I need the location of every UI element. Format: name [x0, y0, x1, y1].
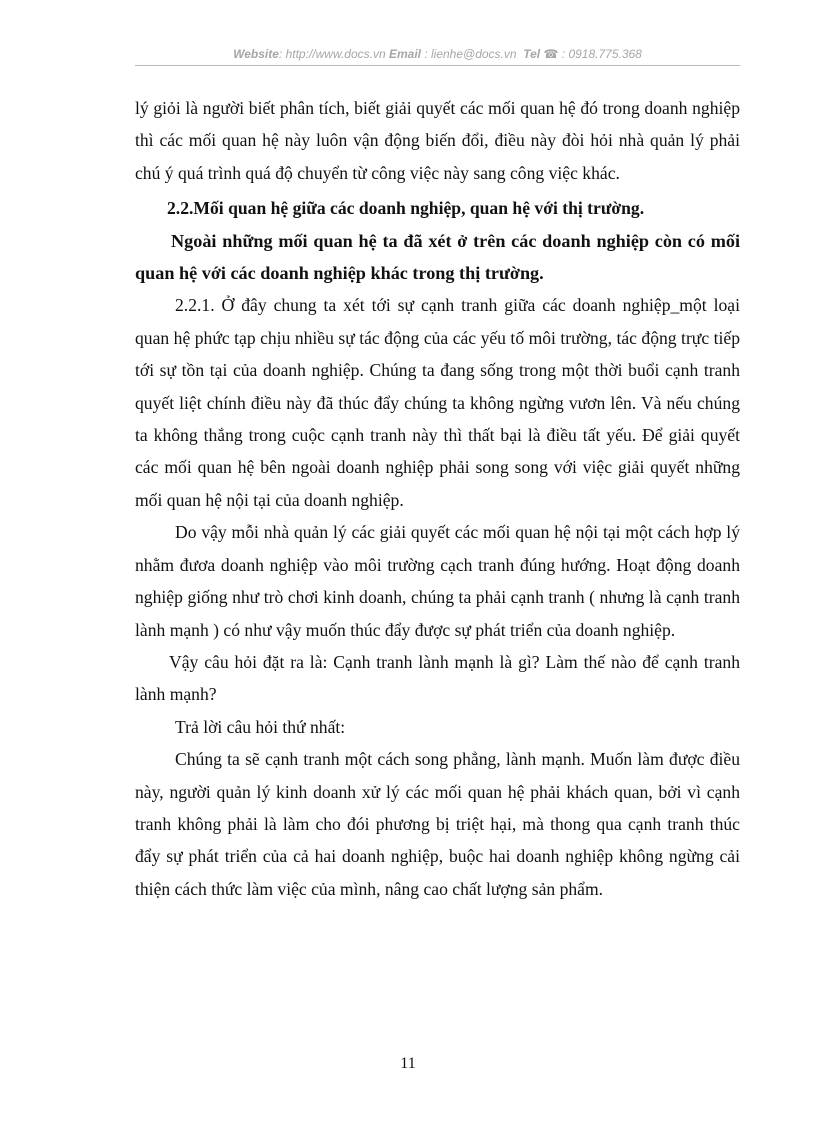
website-value: : http://www.docs.vn [278, 47, 386, 61]
paragraph-competition: 2.2.1. Ở đây chung ta xét tới sự cạnh tranh giữa các doanh nghiệp_một loại quan hệ phức tạp chịu nhiều sự tác động của các yếu tố môi trường, tác động trực tiếp tới sự tồn tại của doanh nghiệp. Chúng ta đang sống trong một thời buổi cạnh tranh quyết liệt chính điều này đã thúc đẩy chúng ta không ngừng vươn lên. Và nếu chúng ta không thắng trong cuộc cạnh tranh này thì thất bại là điều tất yếu. Để giải quyết các mối quan hệ bên ngoài doanh nghiệp phải song song với việc giải quyết những mối quan hệ nội tại của doanh nghiệp. [135, 295, 740, 510]
tel-value: ☎ : 0918.775.368 [540, 47, 642, 61]
email-label: Email [388, 47, 421, 61]
website-label: Website [233, 47, 279, 61]
paragraph-question: Vậy câu hỏi đặt ra là: Cạnh tranh lành mạnh là gì? Làm thế nào để cạnh tranh lành mạnh? [135, 651, 740, 705]
header-divider [135, 65, 740, 66]
paragraph-internal-relations: Do vậy mỗi nhà quản lý các giải quyết các mối quan hệ nội tại một cách hợp lý nhằm đươa doanh nghiệp vào môi trường cạch tranh đúng hướng. Hoạt động doanh nghiệp giống như trò chơi kinh doanh, chúng ta phải cạnh tranh ( nhưng là cạnh tranh lành mạnh ) có như vậy muốn thúc đẩy được sự phát triển của doanh nghiệp. [135, 522, 740, 640]
email-value: : lienhe@docs.vn [421, 47, 517, 61]
paragraph-continuation: lý giỏi là người biết phân tích, biết giải quyết các mối quan hệ đó trong doanh nghiệp thì các mối quan hệ này luôn vận động biến đổi, điều này đòi hỏi nhà quản lý phải chú ý quá trình quá độ chuyển từ công việc này sang công việc khác. [135, 98, 740, 183]
section-heading: 2.2.Mối quan hệ giữa các doanh nghiệp, quan hệ với thị trường. [167, 198, 645, 219]
page-number: 11 [400, 1055, 416, 1072]
bold-intro-paragraph: Ngoài những mối quan hệ ta đã xét ở trên các doanh nghiệp còn có mối quan hệ với các doanh nghiệp khác trong thị trường. [135, 230, 740, 284]
page-header [135, 47, 740, 61]
document-body [135, 92, 740, 905]
tel-label: Tel [523, 47, 541, 61]
paragraph-answer: Chúng ta sẽ cạnh tranh một cách song phẳng, lành mạnh. Muốn làm được điều này, người quản lý kinh doanh xử lý các mối quan hệ phải khách quan, bởi vì cạnh tranh không phải là làm cho đói phương bị triệt hại, mà thong qua cạnh tranh thúc đẩy sự phát triển của cả hai doanh nghiệp, buộc hai doanh nghiệp không ngừng cải thiện cách thức làm việc của mình, nâng cao chất lượng sản phẩm. [135, 749, 740, 899]
paragraph-answer-label: Trả lời câu hỏi thứ nhất: [175, 716, 346, 737]
